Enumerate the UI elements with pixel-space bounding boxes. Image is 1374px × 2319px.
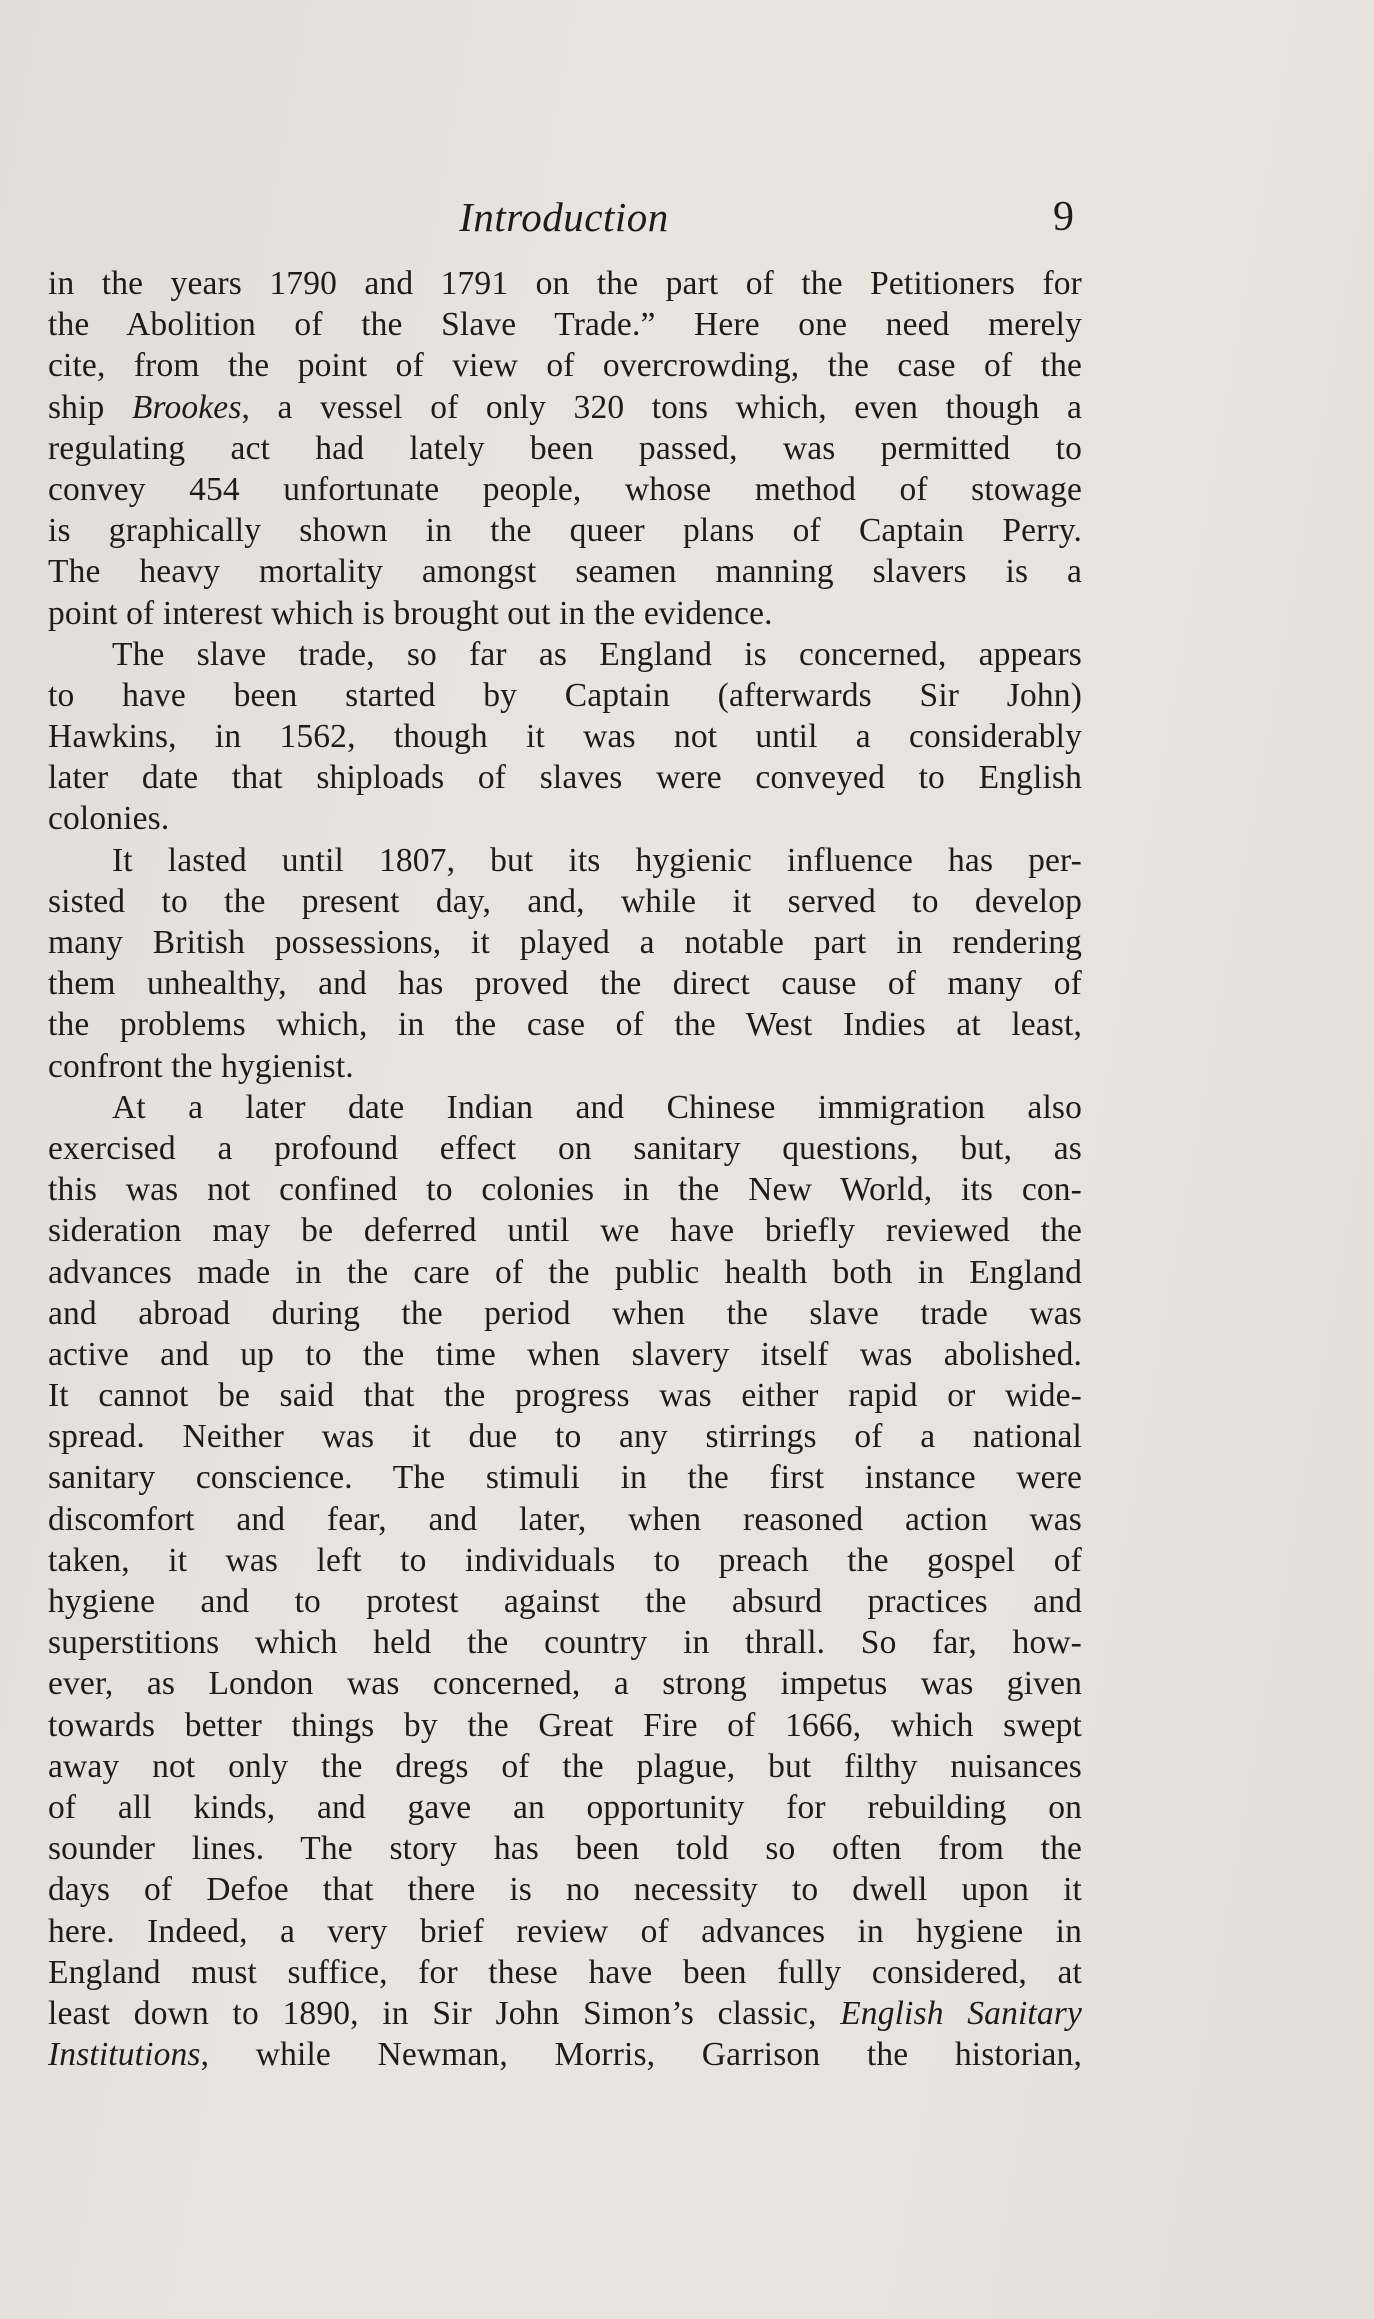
italic-title: Brookes — [131, 388, 242, 426]
text-line: this was not confined to colonies in the New World, its con- — [48, 1171, 1082, 1209]
text-line: sideration may be deferred until we have briefly reviewed the — [48, 1212, 1082, 1250]
text-line: ship Brookes, a vessel of only 320 tons which, even though a — [48, 388, 1082, 426]
text-line: later date that shiploads of slaves were conveyed to English — [48, 759, 1082, 797]
text-line: At a later date Indian and Chinese immigration also — [112, 1088, 1082, 1126]
text-line: the problems which, in the case of the West Indies at least, — [48, 1006, 1082, 1044]
text-line: and abroad during the period when the slave trade was — [48, 1294, 1082, 1332]
text-line: It lasted until 1807, but its hygienic influence has per- — [112, 841, 1082, 879]
text-line: least down to 1890, in Sir John Simon’s classic, English Sanitary — [48, 1994, 1082, 2032]
text-line: The slave trade, so far as England is concerned, appears — [112, 635, 1082, 673]
text-line: colonies. — [48, 800, 170, 838]
text-line: here. Indeed, a very brief review of advances in hygiene in — [48, 1912, 1082, 1950]
text-line: is graphically shown in the queer plans of Captain Perry. — [48, 512, 1082, 550]
text-line: regulating act had lately been passed, was permitted to — [48, 429, 1082, 467]
italic-title: English Sanitary — [840, 1994, 1082, 2032]
text-line: of all kinds, and gave an opportunity for rebuilding on — [48, 1788, 1082, 1826]
text-line: taken, it was left to individuals to preach the gospel of — [48, 1541, 1082, 1579]
text-line: the Abolition of the Slave Trade.” Here one need merely — [48, 306, 1082, 344]
text-line: ever, as London was concerned, a strong impetus was given — [48, 1665, 1082, 1703]
text-line: Institutions, while Newman, Morris, Garrison the historian, — [48, 2036, 1082, 2074]
text-line: England must suffice, for these have been fully considered, at — [48, 1953, 1082, 1991]
text-line: advances made in the care of the public health both in England — [48, 1253, 1082, 1291]
text-line: many British possessions, it played a notable part in rendering — [48, 924, 1082, 961]
text-line: hygiene and to protest against the absurd practices and — [48, 1583, 1082, 1620]
text-line: convey 454 unfortunate people, whose method of stowage — [48, 470, 1082, 508]
text-line: Hawkins, in 1562, though it was not until a considerably — [48, 718, 1082, 756]
text-line: cite, from the point of view of overcrowding, the case of the — [48, 347, 1082, 385]
text-line: active and up to the time when slavery itself was abolished. — [48, 1335, 1082, 1373]
text-line: spread. Neither was it due to any stirrings of a national — [48, 1418, 1082, 1456]
text-line: confront the hygienist. — [48, 1047, 354, 1085]
text-line: them unhealthy, and has proved the direct cause of many of — [48, 965, 1082, 1003]
text-line: in the years 1790 and 1791 on the part of the Petitioners for — [48, 265, 1082, 302]
text-line: sanitary conscience. The stimuli in the first instance were — [48, 1459, 1082, 1497]
text-line: to have been started by Captain (afterwards Sir John) — [48, 676, 1082, 714]
text-line: sounder lines. The story has been told so often from the — [48, 1830, 1082, 1868]
running-title: Introduction — [459, 194, 669, 240]
text-line: days of Defoe that there is no necessity to dwell upon it — [48, 1871, 1082, 1909]
text-line: point of interest which is brought out in the evidence. — [48, 594, 773, 632]
text-line: The heavy mortality amongst seamen manning slavers is a — [48, 553, 1082, 591]
italic-title: Institutions — [48, 2036, 201, 2074]
text-line: away not only the dregs of the plague, but filthy nuisances — [48, 1747, 1082, 1785]
page-header — [48, 183, 1080, 253]
text-line: superstitions which held the country in thrall. So far, how- — [48, 1624, 1082, 1662]
page-number: 9 — [1053, 194, 1074, 240]
text-line: discomfort and fear, and later, when reasoned action was — [48, 1500, 1082, 1538]
text-line: It cannot be said that the progress was either rapid or wide- — [48, 1377, 1082, 1415]
body-text — [48, 263, 1082, 2075]
text-line: exercised a profound effect on sanitary questions, but, as — [48, 1129, 1082, 1167]
text-line: sisted to the present day, and, while it served to develop — [48, 882, 1082, 920]
text-line: towards better things by the Great Fire of 1666, which swept — [48, 1706, 1082, 1744]
